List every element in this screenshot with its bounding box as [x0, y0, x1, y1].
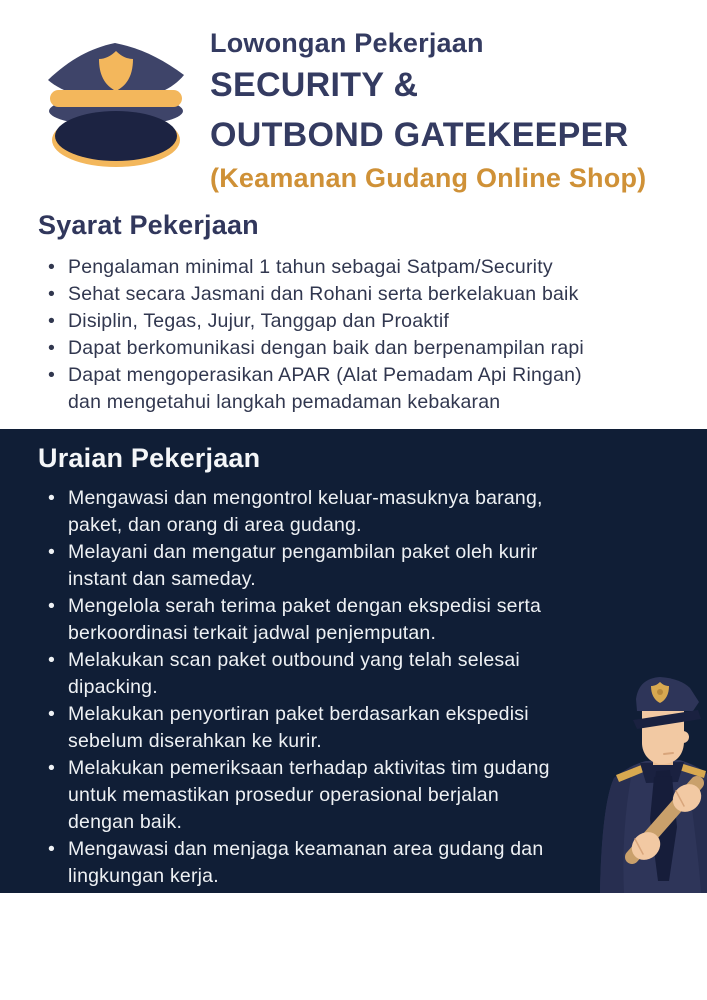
requirement-text: Dapat berkomunikasi dengan baik dan berpenampilan rapi [68, 337, 584, 359]
duty-text: Mengawasi dan mengontrol keluar-masuknya barang, paket, dan orang di area gudang. [68, 487, 543, 536]
police-cap-icon [44, 38, 189, 170]
duty-item [38, 485, 568, 539]
requirement-text: Dapat mengoperasikan APAR (Alat Pemadam Api Ringan) dan mengetahui langkah pemadaman kebakaran [68, 364, 582, 413]
duty-text: Melakukan pemeriksaan terhadap aktivitas tim gudang untuk memastikan prosedur operasional berjalan dengan baik. [68, 757, 550, 833]
duty-text: Melakukan penyortiran paket berdasarkan ekspedisi sebelum diserahkan ke kurir. [68, 703, 529, 752]
requirement-item [38, 308, 598, 335]
duty-text: Mengelola serah terima paket dengan ekspedisi serta berkoordinasi terkait jadwal penjemputan. [68, 595, 542, 644]
header-title-line1: SECURITY & [210, 66, 419, 104]
requirement-item [38, 362, 598, 416]
duty-item [38, 755, 568, 836]
duty-text: Mengawasi dan menjaga keamanan area gudang dan lingkungan kerja. [68, 838, 544, 887]
security-guard-illustration [580, 667, 707, 893]
requirement-item [38, 335, 598, 362]
duty-text: Melakukan scan paket outbound yang telah selesai dipacking. [68, 649, 520, 698]
duty-text: Melayani dan mengatur pengambilan paket oleh kurir instant dan sameday. [68, 541, 538, 590]
duties-heading: Uraian Pekerjaan [38, 443, 261, 473]
requirement-item [38, 281, 598, 308]
requirements-list [38, 254, 598, 416]
requirement-text: Disiplin, Tegas, Jujur, Tanggap dan Proaktif [68, 310, 449, 332]
job-description-panel [0, 429, 707, 893]
requirement-text: Pengalaman minimal 1 tahun sebagai Satpam/Security [68, 256, 553, 278]
duty-item [38, 593, 568, 647]
duties-list [38, 485, 568, 890]
requirement-item [38, 254, 598, 281]
duty-item [38, 836, 568, 890]
header-subtitle: (Keamanan Gudang Online Shop) [210, 163, 647, 193]
duty-item [38, 701, 568, 755]
poster-header [210, 26, 690, 196]
header-eyebrow: Lowongan Pekerjaan [210, 28, 484, 58]
requirement-text: Sehat secara Jasmani dan Rohani serta berkelakuan baik [68, 283, 579, 305]
duty-item [38, 647, 568, 701]
duty-item [38, 539, 568, 593]
requirements-heading: Syarat Pekerjaan [38, 210, 259, 240]
header-title-line2: OUTBOND GATEKEEPER [210, 116, 629, 154]
